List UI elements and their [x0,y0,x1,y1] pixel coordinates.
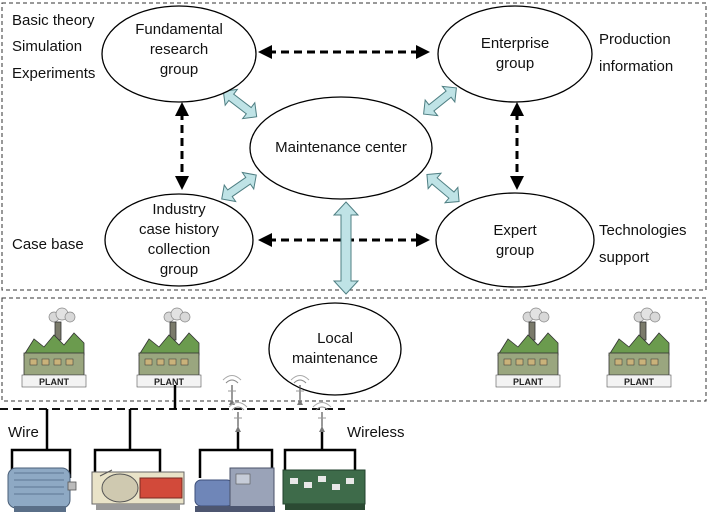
pump-unit-machine [195,468,275,512]
node-line: case history [138,221,220,238]
node-line: group [159,61,199,78]
node-line: Enterprise [480,35,550,52]
node-line: collection [147,241,211,258]
support-label: support [599,249,650,266]
node-line: Maintenance center [275,139,407,156]
local-maintenance-label [268,329,402,369]
node-line: group [495,242,535,259]
arrow-enterprise-maintenance [417,80,462,122]
compressor-machine [283,470,365,510]
node-line: research [149,41,209,58]
node-line: group [495,55,535,72]
node-line: Industry [152,201,206,218]
enterprise-group-label [440,34,590,74]
simulation-label: Simulation [12,38,83,55]
plant-icon-4 [607,308,671,387]
electric-motor-machine [8,468,76,512]
case-base-label: Case base [12,236,84,253]
basic-theory-label: Basic theory [12,12,95,29]
plant-label: PLANT [39,377,69,387]
maintenance-center-label [251,138,431,158]
plant-icon-2 [137,308,201,387]
plant-label: PLANT [513,377,543,387]
wire-label: Wire [8,424,39,441]
information-label: information [599,58,674,75]
plant-label: PLANT [624,377,654,387]
wireless-antenna-4 [313,403,331,433]
fundamental-research-label [104,20,254,80]
plant-icon-1 [22,308,86,387]
wireless-label: Wireless [347,424,405,441]
node-line: Expert [493,222,537,239]
wire-connections [12,385,355,478]
arrow-expert-maintenance [420,167,465,209]
arrow-maintenance-local [334,202,358,294]
node-line: group [159,261,199,278]
node-line: maintenance [292,350,378,367]
experiments-label: Experiments [12,65,96,82]
wireless-antenna-3 [229,403,247,433]
technologies-label: Technologies [599,222,687,239]
plant-label: PLANT [154,377,184,387]
plant-icon-3 [496,308,560,387]
production-label: Production [599,31,671,48]
turbine-machine [92,470,184,510]
node-line: Local [317,330,353,347]
industry-case-history-label [104,200,254,280]
expert-group-label [440,221,590,261]
node-line: Fundamental [135,21,223,38]
